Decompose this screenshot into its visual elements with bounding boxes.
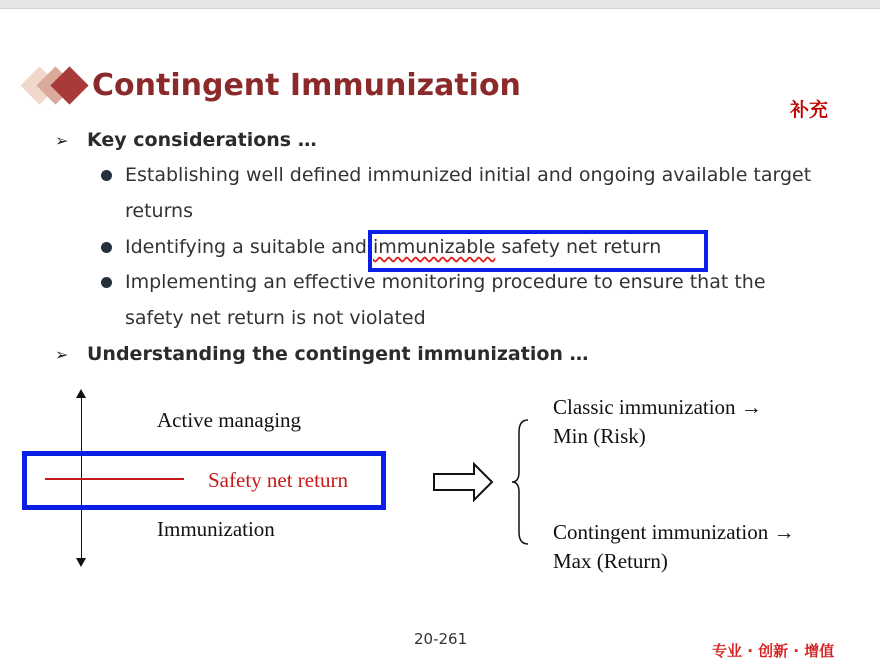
arrow-down-icon (76, 558, 86, 567)
contingent-immunization-line1: Contingent immunization → (553, 520, 795, 544)
bullet-dot-icon (101, 277, 112, 288)
contingent-immunization-line2: Max (Return) (553, 549, 668, 573)
arrow-bullet-icon: ➢ (55, 345, 69, 364)
diamond-logo-icon (26, 70, 96, 110)
item2-spellcheck-word: immunizable (373, 236, 496, 258)
window-top-bar (0, 0, 880, 9)
classic-immunization-line2: Min (Risk) (553, 424, 646, 448)
label-immunization: Immunization (157, 517, 275, 541)
block-arrow-right-icon (432, 462, 496, 502)
curly-brace-icon (508, 418, 532, 548)
section-heading-key-considerations: Key considerations … (87, 129, 317, 151)
item3-line1: Implementing an effective monitoring procedure to ensure that the (125, 271, 766, 293)
slide-title: Contingent Immunization (92, 68, 521, 103)
item2-text-after: safety net return (495, 236, 662, 258)
label-active-managing: Active managing (157, 408, 302, 432)
bullet-dot-icon (101, 170, 112, 181)
page-number: 20-261 (414, 630, 468, 648)
safety-net-line (45, 478, 184, 480)
classic-immunization-line1: Classic immunization → (553, 395, 762, 419)
arrow-bullet-icon: ➢ (55, 131, 69, 150)
label-safety-net-return: Safety net return (208, 468, 348, 492)
item2-text-before: Identifying a suitable and (125, 236, 373, 258)
item1-line2: returns (125, 200, 193, 222)
bullet-dot-icon (101, 242, 112, 253)
arrow-up-icon (76, 389, 86, 398)
supplement-note: 补充 (790, 99, 829, 121)
highlight-box-safety-net (368, 230, 708, 272)
item3-line2: safety net return is not violated (125, 307, 426, 329)
footer-tagline: 专业 · 创新 · 增值 (712, 642, 835, 660)
section-heading-understanding: Understanding the contingent immunization … (87, 343, 589, 365)
item1-line1: Establishing well defined immunized initial and ongoing available target (125, 164, 812, 186)
